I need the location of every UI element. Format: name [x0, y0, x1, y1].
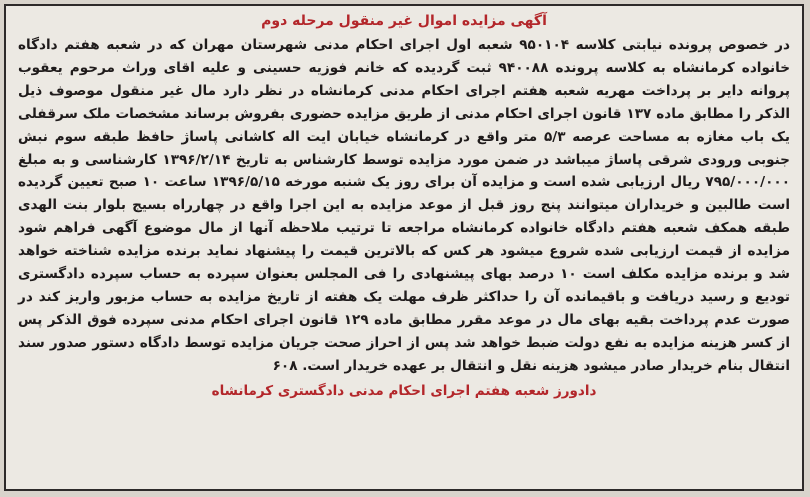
notice-title: آگهی مزایده اموال غیر منقول مرحله دوم — [261, 13, 547, 29]
notice-body: در خصوص پرونده نیابتی کلاسه ۹۵۰۱۰۴ شعبه اول اجرای احکام مدنی شهرستان مهران که در شعبه هفتم دادگاه خانواده کرمانشاه به کلاسه پرونده ۹۴۰۰۸۸ ثبت گردیده که خانم فوزیه حسینی و علیه اقای وراث مرحوم یعقوب پروانه دایر بر پرداخت مهریه شعبه هفتم اجرای احکام مدنی کرمانشاه در نظر دارد مال غیر منقول موصوف ذیل الذکر را مطابق ماده ۱۳۷ قانون اجرای احکام مدنی از طریق مزایده حضوری بفروش برساند مشخصات ملک سرقفلی یک باب مغازه به مساحت عرصه ۵/۳ متر واقع در کرمانشاه خیابان ایت اله کاشانی پاساژ حافظ طبقه سوم نبش جنوبی ورودی شرقی پاساژ میباشد در ضمن مورد مزایده توسط کارشناس به تاریخ ۱۳۹۶/۲/۱۴ کارشناسی و به مبلغ ۷۹۵/۰۰۰/۰۰۰ ریال ارزیابی شده است و مزایده آن برای روز یک شنبه مورخه ۱۳۹۶/۵/۱۵ ساعت ۱۰ صبح تعیین گردیده است طالبین و خریداران میتوانند پنج روز قبل از موعد مزایده به این اجرا واقع در چهارراه بسیج بلوار بنت الهدی طبقه همکف شعبه هفتم دادگاه خانواده کرمانشاه مراجعه تا ترتیب ملاحظه آنها از مال موضوع آگهی فراهم شود مزایده از قیمت ارزیابی شده شروع میشود هر کس که بالاترین قیمت را پیشنهاد نماید برنده مزایده شناخته خواهد شد و برنده مزایده مکلف است ۱۰ درصد بهای پیشنهادی را فی المجلس بعنوان سپرده به حساب سپرده دادگستری تودیع و رسید دریافت و باقیمانده آن را حداکثر ظرف مهلت یک هفته از تاریخ مزایده به حساب مزبور واریز کند در صورت عدم پرداخت بقیه بهای مال در موعد مقرر مطابق ماده ۱۲۹ قانون اجرای احکام مدنی سپرده فوق الذکر پس از کسر هزینه مزایده به نفع دولت ضبط خواهد شد پس از احراز صحت جریان مزایده توسط دادگاه دستور صدور سند انتقال بنام خریدار صادر میشود هزینه نقل و انتقال بر عهده خریدار است. ۶۰۸ — [18, 37, 791, 374]
notice-signature: دادورز شعبه هفتم اجرای احکام مدنی دادگستری کرمانشاه — [211, 382, 597, 399]
notice-box — [4, 4, 804, 491]
